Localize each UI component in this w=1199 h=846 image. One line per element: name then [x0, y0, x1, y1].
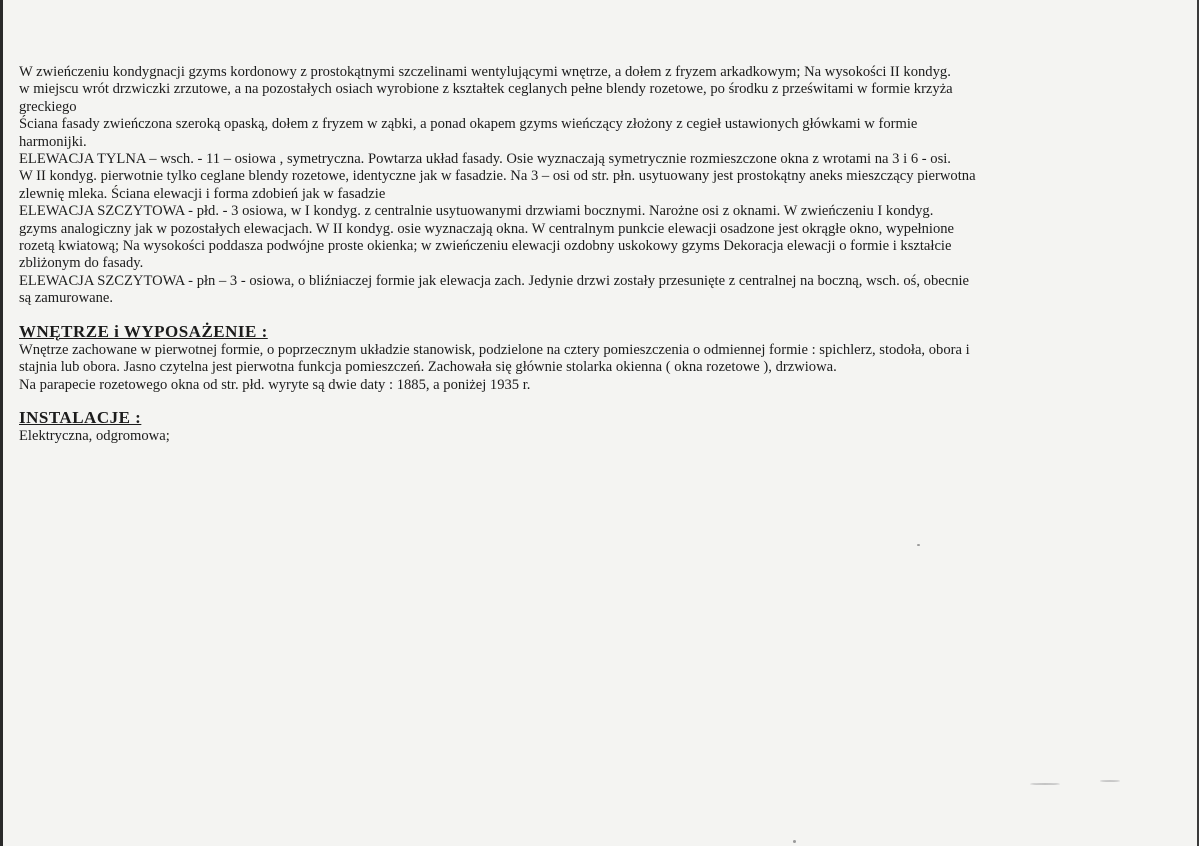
spacer	[19, 308, 1184, 322]
text-line: W zwieńczeniu kondygnacji gzyms kordonowy z prostokątnymi szczelinami wentylującymi wnętrze, a dołem z fryzem arkadkowym; Na wysokości II kondyg.	[19, 64, 951, 80]
text-line: są zamurowane.	[19, 290, 114, 307]
text-line: zlewnię mleka. Ściana elewacji i forma zdobień jak w fasadzie	[19, 185, 386, 202]
scan-edge-left	[0, 0, 3, 846]
scan-speck	[1100, 780, 1120, 782]
text-line: ELEWACJA TYLNA – wsch. - 11 – osiowa , symetryczna. Powtarza układ fasady. Osie wyznaczają symetrycznie rozmieszczone okna z wrotami na 3 i 6 - osi.	[19, 151, 951, 168]
text-line: Na parapecie rozetowego okna od str. płd. wyryte są dwie daty : 1885, a poniżej 1935 r.	[19, 376, 531, 393]
text-line: stajnia lub obora. Jasno czytelna jest pierwotna funkcja pomieszczeń. Zachowała się głównie stolarka okienna ( okna rozetowe ), drzwiowa.	[19, 359, 837, 376]
text-line: Ściana fasady zwieńczona szeroką opaską, dołem z fryzem w ząbki, a ponad okapem gzyms wieńczący złożony z cegieł ustawionych główkami w formie	[19, 116, 918, 133]
document-body	[19, 64, 1184, 445]
spacer	[19, 394, 1184, 408]
text-line: Wnętrze zachowane w pierwotnej formie, o poprzecznym układzie stanowisk, podzielone na cztery pomieszczenia o odmiennej formie : spichlerz, stodoła, obora i	[19, 341, 970, 358]
text-line: w miejscu wrót drzwiczki zrzutowe, a na pozostałych osiach wyrobione z kształtek ceglanych pełne blendy rozetowe, po środku z prześwitami w formie krzyża	[19, 81, 953, 98]
text-line: harmonijki.	[19, 133, 87, 150]
text-line: W II kondyg. pierwotnie tylko ceglane blendy rozetowe, identyczne jak w fasadzie. Na 3 – osi od str. płn. usytuowany jest prostokątny aneks mieszczący pierwotna	[19, 168, 976, 185]
section-interior	[19, 322, 1184, 394]
scan-speck	[917, 544, 920, 546]
scan-speck	[793, 840, 796, 843]
text-line: zbliżonym do fasady.	[19, 255, 144, 272]
text-line: Elektryczna, odgromowa;	[19, 427, 170, 444]
text-line: ELEWACJA SZCZYTOWA - płd. - 3 osiowa, w I kondyg. z centralnie usytuowanymi drzwiami bocznymi. Narożne osi z oknami. W zwieńczeniu I kondyg.	[19, 203, 934, 220]
section-heading-interior: WNĘTRZE i WYPOSAŻENIE :	[19, 321, 268, 341]
section-installations	[19, 408, 1184, 445]
scan-speck	[1030, 783, 1060, 785]
text-line: gzyms analogiczny jak w pozostałych elewacjach. W II kondyg. osie wyznaczają okna. W centralnym punkcie elewacji osadzone jest okrągłe okno, wypełnione	[19, 220, 955, 237]
elevations-description	[19, 64, 1184, 308]
section-heading-installations: INSTALACJE :	[19, 407, 142, 427]
text-line: ELEWACJA SZCZYTOWA - płn – 3 - osiowa, o bliźniaczej formie jak elewacja zach. Jedynie drzwi zostały przesunięte z centralnej na boczną, wsch. oś, obecnie	[19, 272, 970, 289]
text-line: rozetą kwiatową; Na wysokości poddasza podwójne proste okienka; w zwieńczeniu elewacji ozdobny uskokowy gzyms Dekoracja elewacji o formie i kształcie	[19, 238, 952, 255]
text-line: greckiego	[19, 98, 77, 115]
